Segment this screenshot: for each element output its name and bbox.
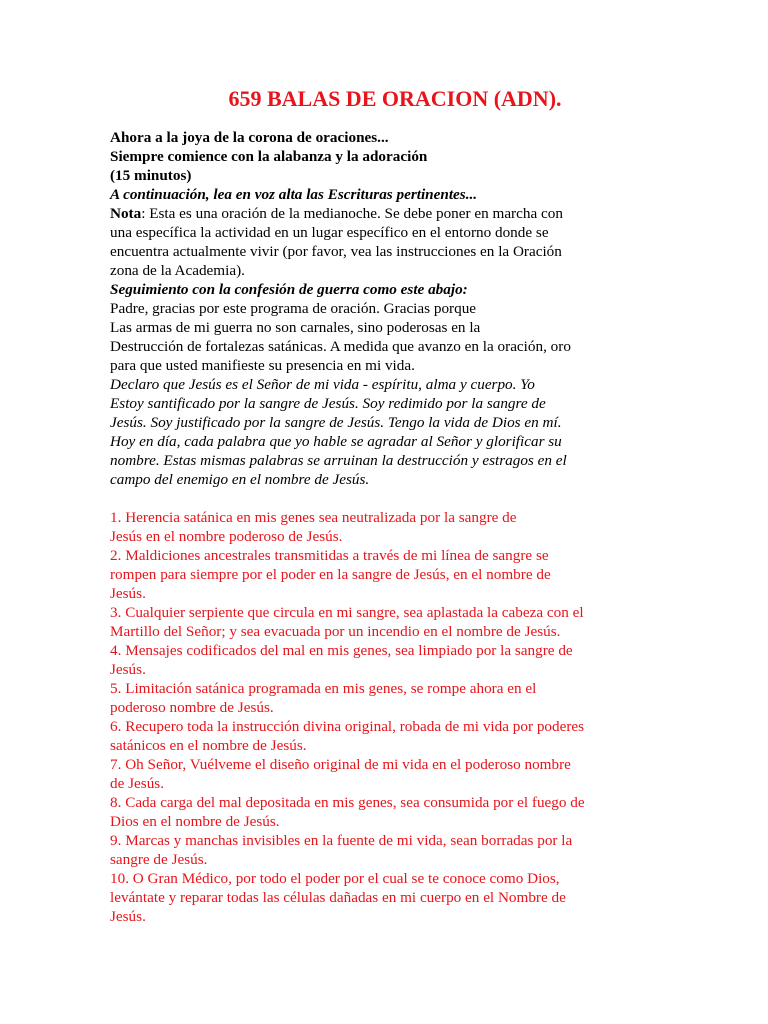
intro-bold-line: Siempre comience con la alabanza y la adoración (110, 148, 428, 165)
list-line: 8. Cada carga del mal depositada en mis genes, sea consumida por el fuego de (110, 794, 585, 811)
page-title: 659 BALAS DE ORACION (ADN). (228, 86, 562, 111)
scripture-instruction: A continuación, lea en voz alta las Escrituras pertinentes... (110, 186, 478, 203)
list-line: Jesús. (110, 661, 146, 678)
list-line: 4. Mensajes codificados del mal en mis genes, sea limpiado por la sangre de (110, 642, 573, 659)
list-line: 6. Recupero toda la instrucción divina original, robada de mi vida por poderes (110, 718, 585, 735)
list-line: Dios en el nombre de Jesús. (110, 813, 280, 830)
declaration-line: Declaro que Jesús es el Señor de mi vida - espíritu, alma y cuerpo. Yo (110, 376, 535, 393)
declaration-line: Hoy en día, cada palabra que yo hable se agradar al Señor y glorificar su (110, 433, 562, 450)
list-line: rompen para siempre por el poder en la sangre de Jesús, en el nombre de (110, 566, 551, 583)
intro-section (110, 128, 670, 489)
prayer-line: Padre, gracias por este programa de oración. Gracias porque (110, 300, 477, 317)
nota-text: : Esta es una oración de la medianoche. Se debe poner en marcha con (141, 205, 563, 222)
list-line: 3. Cualquier serpiente que circula en mi sangre, sea aplastada la cabeza con el (110, 604, 584, 621)
list-line: levántate y reparar todas las células dañadas en mi cuerpo en el Nombre de (110, 889, 566, 906)
list-line: Jesús en el nombre poderoso de Jesús. (110, 528, 343, 545)
list-line: Martillo del Señor; y sea evacuada por un incendio en el nombre de Jesús. (110, 623, 561, 640)
nota-line (110, 204, 670, 223)
prayer-line: Destrucción de fortalezas satánicas. A medida que avanzo en la oración, oro (110, 338, 571, 355)
nota-text: una específica la actividad en un lugar específico en el entorno donde se (110, 224, 549, 241)
nota-text: encuentra actualmente vivir (por favor, vea las instrucciones en la Oración (110, 243, 562, 260)
list-line: satánicos en el nombre de Jesús. (110, 737, 307, 754)
intro-bold-line: Ahora a la joya de la corona de oraciones... (110, 129, 389, 146)
document-page (110, 86, 670, 926)
list-line: 7. Oh Señor, Vuélveme el diseño original de mi vida en el poderoso nombre (110, 756, 571, 773)
declaration-line: nombre. Estas mismas palabras se arruinan la destrucción y estragos en el (110, 452, 567, 469)
list-line: 5. Limitación satánica programada en mis genes, se rompe ahora en el (110, 680, 537, 697)
list-line: poderoso nombre de Jesús. (110, 699, 274, 716)
list-line: Jesús. (110, 585, 146, 602)
list-line: Jesús. (110, 908, 146, 925)
list-line: sangre de Jesús. (110, 851, 208, 868)
list-line: 10. O Gran Médico, por todo el poder por el cual se te conoce como Dios, (110, 870, 560, 887)
nota-text: zona de la Academia). (110, 262, 245, 279)
declaration-line: Estoy santificado por la sangre de Jesús. Soy redimido por la sangre de (110, 395, 546, 412)
list-line: 1. Herencia satánica en mis genes sea neutralizada por la sangre de (110, 509, 517, 526)
confession-instruction: Seguimiento con la confesión de guerra como este abajo: (110, 281, 468, 298)
section-spacer (110, 489, 670, 508)
list-line: 2. Maldiciones ancestrales transmitidas a través de mi línea de sangre se (110, 547, 549, 564)
declaration-line: campo del enemigo en el nombre de Jesús. (110, 471, 370, 488)
declaration-line: Jesús. Soy justificado por la sangre de Jesús. Tengo la vida de Dios en mí. (110, 414, 562, 431)
nota-label: Nota (110, 205, 142, 222)
prayer-line: para que usted manifieste su presencia en mi vida. (110, 357, 415, 374)
prayer-bullet-list (110, 508, 670, 926)
intro-bold-line: (15 minutos) (110, 167, 192, 184)
list-line: 9. Marcas y manchas invisibles en la fuente de mi vida, sean borradas por la (110, 832, 573, 849)
list-line: de Jesús. (110, 775, 164, 792)
prayer-line: Las armas de mi guerra no son carnales, sino poderosas en la (110, 319, 481, 336)
